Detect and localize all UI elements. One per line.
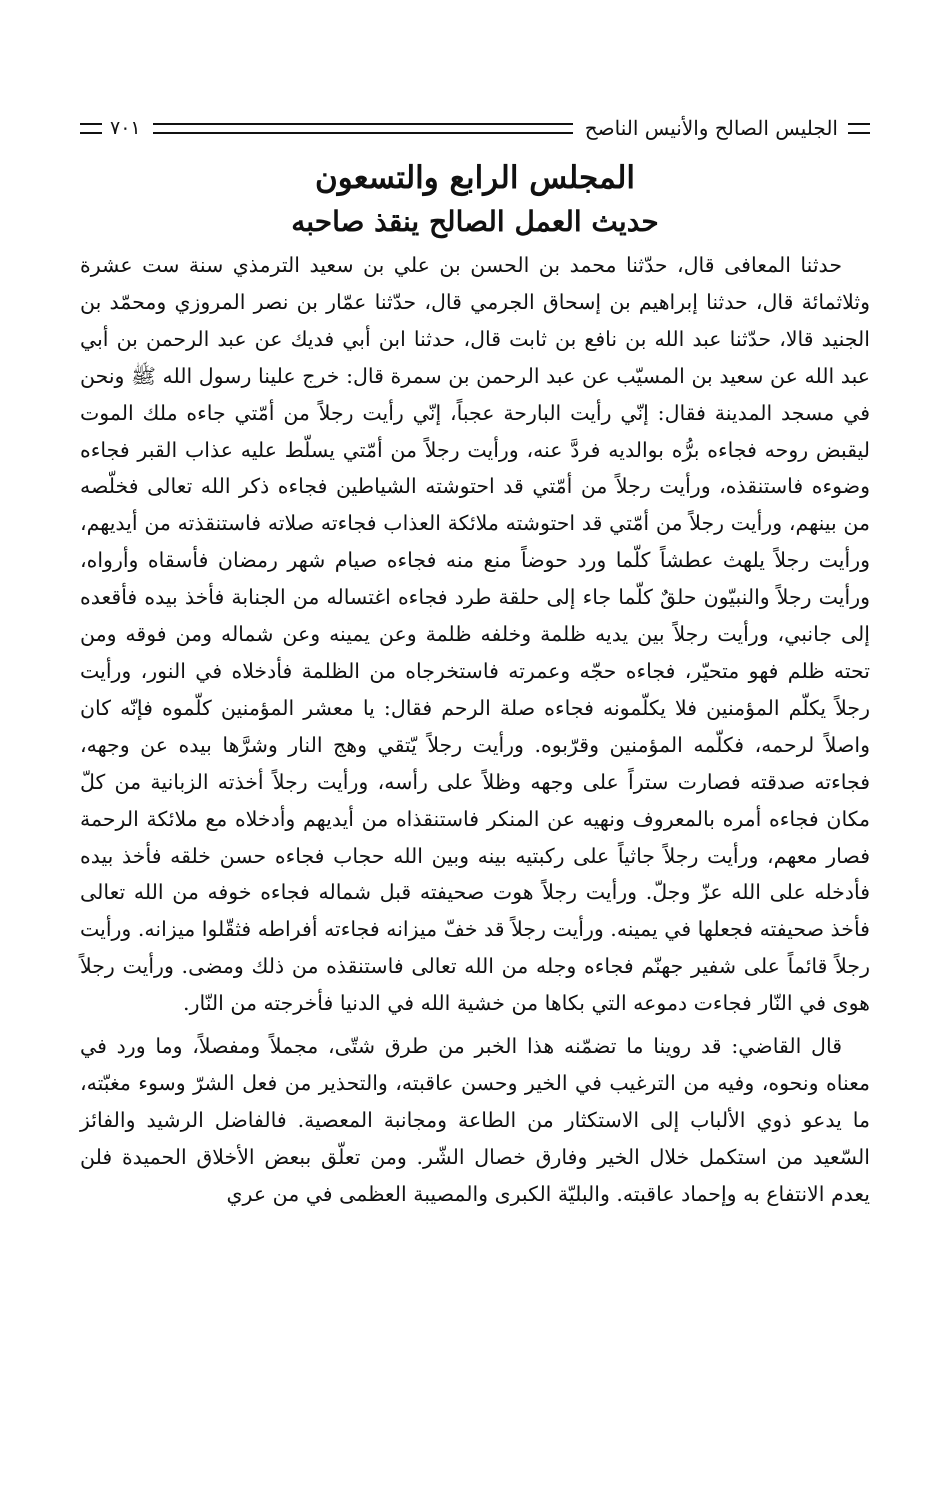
section-title: حديث العمل الصالح ينقذ صاحبه — [291, 205, 659, 238]
running-header — [80, 108, 870, 148]
book-page — [80, 108, 870, 1213]
header-ornament-left — [80, 123, 102, 134]
chapter-title: المجلس الرابع والتسعون — [314, 160, 636, 196]
page-number: ٧٠١ — [110, 117, 141, 139]
hadith-paragraph: حدثنا المعافى قال، حدّثنا محمد بن الحسن بن علي بن سعيد الترمذي سنة ست عشرة وثلاثمائة قال، حدثنا إبراهيم بن إسحاق الجرمي قال، حدّثنا عمّار بن نصر المروزي ومحمّد بن الجنيد قالا، حدّثنا عبد الله بن نافع بن ثابت قال، حدثنا ابن أبي فديك عن عبد الرحمن بن أبي عبد الله عن سعيد بن المسيّب عن عبد الرحمن بن سمرة قال: خرج علينا رسول الله ﷺ ونحن في مسجد المدينة فقال: إنّي رأيت البارحة عجباً، إنّي رأيت رجلاً من أمّتي جاءه ملك الموت ليقبض روحه فجاءه برُّه بوالديه فردَّ عنه، ورأيت رجلاً من أمّتي يسلّط عليه عذاب القبر فجاءه وضوءه فاستنقذه، ورأيت رجلاً من أمّتي قد احتوشته الشياطين فجاءه ذكر الله تعالى فخلّصه من بينهم، ورأيت رجلاً من أمّتي قد احتوشته ملائكة العذاب فجاءته صلاته فاستنقذته من أيديهم، ورأيت رجلاً يلهث عطشاً كلّما ورد حوضاً منع منه فجاءه صيام شهر رمضان فأسقاه وأرواه، ورأيت رجلاً والنبيّون حلقٌ كلّما جاء إلى حلقة طرد فجاءه اغتساله من الجنابة فأخذ بيده فأقعده إلى جانبي، ورأيت رجلاً بين يديه ظلمة وخلفه ظلمة وعن يمينه وعن شماله ومن فوقه ومن تحته ظلم فهو متحيّر، فجاءه حجّه وعمرته فاستخرجاه من الظلمة فأدخلاه في النور، ورأيت رجلاً يكلّم المؤمنين فلا يكلّمونه فجاءه صلة الرحم فقال: يا معشر المؤمنين كلّموه فإنّه كان واصلاً لرحمه، فكلّمه المؤمنين وقرّبوه. ورأيت رجلاً يّتقي وهج النار وشرَّها بيده عن وجهه، فجاءته صدقته فصارت ستراً على وجهه وظلاً على رأسه، ورأيت رجلاً أخذته الزبانية من كلّ مكان فجاءه أمره بالمعروف ونهيه عن المنكر فاستنقذاه من أيديهم وأدخلاه مع ملائكة الرحمة فصار معهم، ورأيت رجلاً جاثياً على ركبتيه بينه وبين الله حجاب فجاءه حسن خلقه فأخذ بيده فأدخله على الله عزّ وجلّ. ورأيت رجلاً هوت صحيفته قبل شماله فجاءه خوفه من الله تعالى فأخذ صحيفته فجعلها في يمينه. ورأيت رجلاً قد خفّ ميزانه فجاءته أفراطه فثقّلوا ميزانه. ورأيت رجلاً قائماً على شفير جهنّم فجاءه وجله من الله تعالى فاستنقذه من ذلك ومضى. ورأيت رجلاً هوى في النّار فجاءت دموعه التي بكاها من خشية الله في الدنيا فأخرجته من النّار. — [80, 253, 870, 1016]
header-ornament-right — [848, 123, 870, 134]
header-rule — [153, 123, 573, 134]
running-header-title: الجليس الصالح والأنيس الناصح — [584, 116, 838, 140]
commentary-paragraph: قال القاضي: قد روينا ما تضمّنه هذا الخبر من طرق شتّى، مجملاً ومفصلاً، وما ورد في معناه ونحوه، وفيه من الترغيب في الخير وحسن عاقبته، والتحذير من فعل الشرّ وسوء مغبّته، ما يدعو ذوي الألباب إلى الاستكثار من الطاعة ومجانبة المعصية. فالفاضل الرشيد والفائز السّعيد من استكمل خلال الخير وفارق خصال الشّر. ومن تعلّق ببعض الأخلاق الحميدة فلن يعدم الانتفاع به وإحماد عاقبته. والبليّة الكبرى والمصيبة العظمى في من عري — [80, 1034, 870, 1206]
